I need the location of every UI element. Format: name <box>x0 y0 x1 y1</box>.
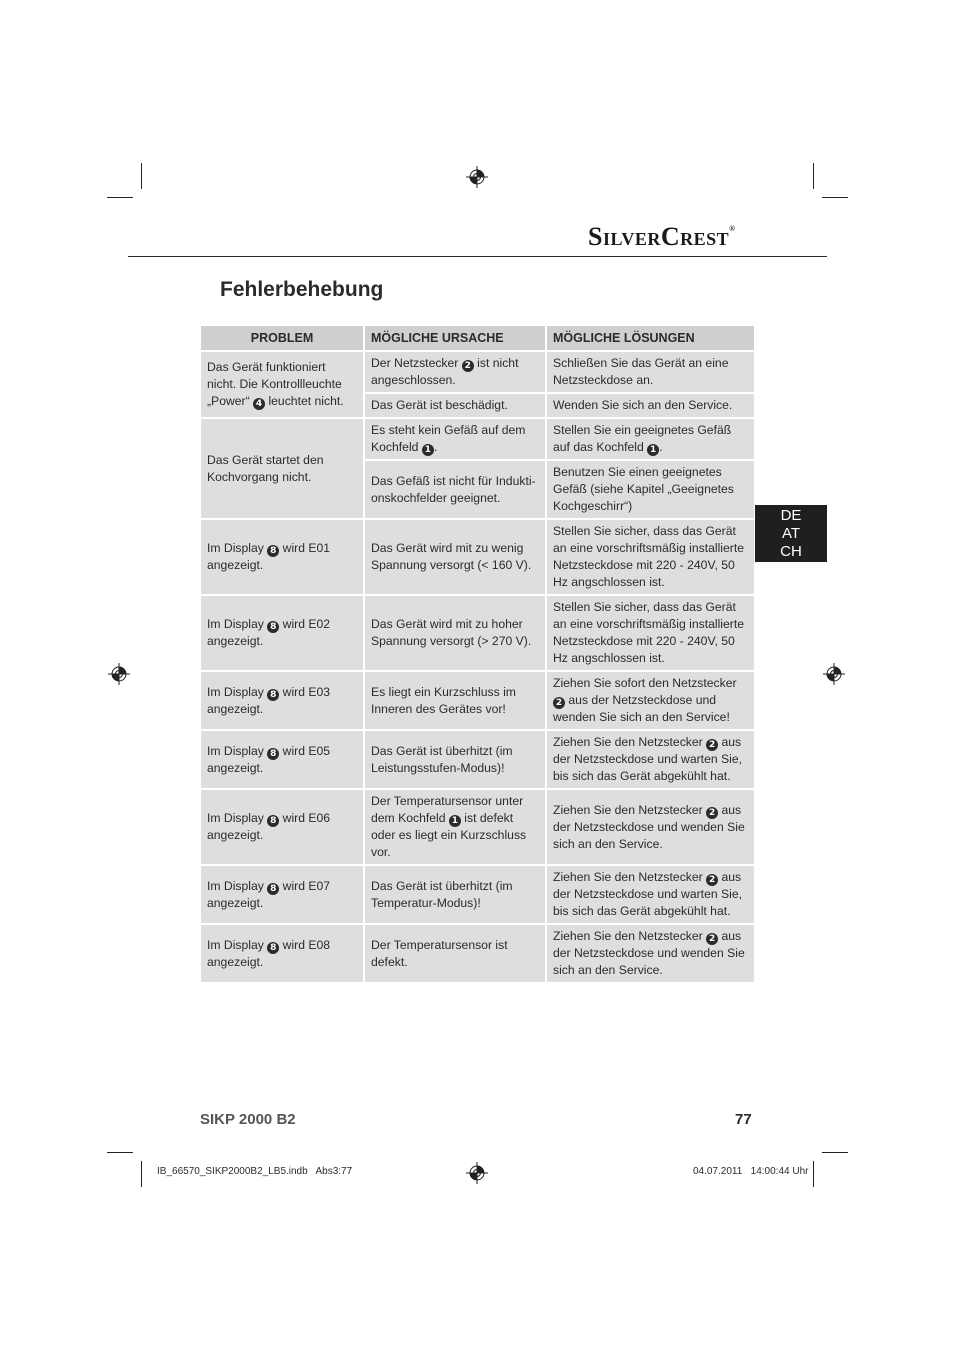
numbered-badge-icon: 4 <box>253 398 265 410</box>
cell-text: Wenden Sie sich an den Service. <box>553 398 733 412</box>
cell-text: . <box>433 440 438 454</box>
numbered-badge-icon: 2 <box>706 807 718 819</box>
cause-cell <box>364 460 546 519</box>
table-row <box>200 865 755 924</box>
cell-text: wird E03 angezeigt. <box>207 684 331 716</box>
cause-cell <box>364 789 546 865</box>
cell-text: Das Gefäß ist nicht für Indukti-onskochfelder geeignet. <box>371 473 536 505</box>
numbered-badge-icon: 1 <box>449 815 461 827</box>
cell-text: wird E06 angezeigt. <box>207 811 331 842</box>
cell-text: wird E01 angezeigt. <box>207 541 331 572</box>
table-row <box>200 789 755 865</box>
solution-cell <box>546 671 755 730</box>
numbered-badge-icon: 8 <box>267 815 279 827</box>
numbered-badge-icon: 2 <box>553 697 565 709</box>
cell-text: ist nicht angeschlossen. <box>371 356 519 387</box>
crop-mark-icon <box>141 163 142 189</box>
brand-logo-part2: Crest <box>660 222 730 251</box>
table-row <box>200 519 755 595</box>
problem-cell <box>200 519 364 595</box>
cell-text: Im Display <box>207 743 268 758</box>
column-header-problem: PROBLEM <box>200 325 364 351</box>
cell-text: Das Gerät ist beschädigt. <box>371 398 508 412</box>
table-row <box>200 924 755 983</box>
cell-text: Das Gerät funktioniert nicht. Die Kontrollleuchte „Power“ <box>207 360 342 408</box>
problem-cell <box>200 924 364 983</box>
cell-text: leuchtet nicht. <box>265 394 344 408</box>
cell-text: Ziehen Sie den Netzstecker <box>553 870 707 884</box>
table-header-row <box>200 325 755 351</box>
registered-mark: ® <box>729 224 736 233</box>
solution-cell <box>546 460 755 519</box>
cause-cell <box>364 730 546 789</box>
numbered-badge-icon: 8 <box>267 621 279 633</box>
print-slug-left: IB_66570_SIKP2000B2_LB5.indb Abs3:77 <box>157 1166 353 1177</box>
cause-cell <box>364 671 546 730</box>
problem-cell <box>200 595 364 671</box>
solution-cell <box>546 789 755 865</box>
cell-text: wird E07 angezeigt. <box>207 878 331 910</box>
cell-text: . <box>659 440 663 454</box>
cause-cell <box>364 865 546 924</box>
table-row <box>200 671 755 730</box>
cell-text: wird E08 angezeigt. <box>207 937 331 969</box>
column-header-cause: MÖGLICHE URSACHE <box>364 325 546 351</box>
registration-mark-icon <box>108 663 130 685</box>
solution-cell <box>546 393 755 418</box>
numbered-badge-icon: 2 <box>706 874 718 886</box>
cell-text: Stellen Sie ein geeignetes Gefäß auf das Kochfeld <box>553 423 732 454</box>
cell-text: Der Netzstecker <box>371 356 462 370</box>
solution-cell <box>546 418 755 460</box>
crop-mark-icon <box>107 197 133 198</box>
problem-cell <box>200 730 364 789</box>
language-code: AT <box>781 525 801 542</box>
cell-text: aus der Netzsteckdose und wenden Sie sich an den Service. <box>553 929 745 977</box>
registration-mark-icon <box>466 1162 488 1184</box>
problem-cell <box>200 789 364 865</box>
cell-text: aus der Netzsteckdose und wenden Sie sich an den Service. <box>553 802 745 851</box>
cell-text: Ziehen Sie sofort den Netzstecker <box>553 676 737 690</box>
crop-mark-icon <box>822 1152 848 1153</box>
language-code: DE <box>780 507 802 524</box>
problem-cell <box>200 865 364 924</box>
problem-cell <box>200 671 364 730</box>
cell-text: ist defekt oder es liegt ein Kurzschluss vor. <box>371 811 527 859</box>
cell-text: Das Gerät wird mit zu wenig Spannung versorgt (< 160 V). <box>371 541 532 572</box>
crop-mark-icon <box>822 197 848 198</box>
cell-text: Der Temperatursensor ist defekt. <box>371 937 508 969</box>
language-code: CH <box>780 543 802 560</box>
header-rule <box>128 256 827 257</box>
cell-text: Im Display <box>207 541 268 555</box>
page-number: 77 <box>735 1111 752 1128</box>
numbered-badge-icon: 1 <box>647 444 659 456</box>
cell-text: Es steht kein Gefäß auf dem Kochfeld <box>371 423 526 454</box>
registration-mark-icon <box>466 166 488 188</box>
brand-logo-part1: Silver <box>588 222 661 251</box>
cause-cell <box>364 351 546 393</box>
table-row <box>200 730 755 789</box>
numbered-badge-icon: 2 <box>706 739 718 751</box>
cell-text: wird E02 angezeigt. <box>207 617 331 648</box>
cell-text: Im Display <box>207 684 268 699</box>
solution-cell <box>546 730 755 789</box>
page-title: Fehlerbehebung <box>220 278 384 301</box>
table-row <box>200 595 755 671</box>
cell-text: aus der Netzsteckdose und warten Sie, bis sich das Gerät abgekühlt hat. <box>553 735 743 783</box>
table-row <box>200 418 755 460</box>
column-header-solution: MÖGLICHE LÖSUNGEN <box>546 325 755 351</box>
cause-cell <box>364 418 546 460</box>
cause-cell <box>364 595 546 671</box>
cell-text: Im Display <box>207 878 268 893</box>
cause-cell <box>364 924 546 983</box>
numbered-badge-icon: 8 <box>267 748 279 760</box>
language-tab <box>755 505 827 562</box>
table-row <box>200 351 755 393</box>
solution-cell <box>546 519 755 595</box>
problem-cell <box>200 351 364 418</box>
cell-text: Benutzen Sie einen geeignetes Gefäß (siehe Kapitel „Geeignetes Kochgeschirr“) <box>553 465 734 513</box>
cell-text: Ziehen Sie den Netzstecker <box>553 735 707 749</box>
cell-text: aus der Netzsteckdose und warten Sie, bis sich das Gerät abgekühlt hat. <box>553 870 743 918</box>
solution-cell <box>546 595 755 671</box>
cell-text: Ziehen Sie den Netzstecker <box>553 802 707 817</box>
brand-logo <box>588 222 828 250</box>
cell-text: Stellen Sie sicher, dass das Gerät an eine vorschriftsmäßig installierte Netzsteckdose mit 220 - 240V, 50 Hz angschlossen ist. <box>553 600 745 665</box>
print-slug-right: 04.07.2011 14:00:44 Uhr <box>693 1166 809 1177</box>
cause-cell <box>364 393 546 418</box>
cell-text: Stellen Sie sicher, dass das Gerät an eine vorschriftsmäßig installierte Netzsteckdose mit 220 - 240V, 50 Hz angschlossen ist. <box>553 524 745 589</box>
troubleshooting-table <box>199 324 756 984</box>
cell-text: Ziehen Sie den Netzstecker <box>553 929 707 943</box>
numbered-badge-icon: 2 <box>462 360 474 372</box>
crop-mark-icon <box>813 163 814 189</box>
cell-text: Im Display <box>207 811 268 825</box>
solution-cell <box>546 865 755 924</box>
numbered-badge-icon: 8 <box>267 545 279 557</box>
cell-text: wird E05 angezeigt. <box>207 743 331 775</box>
cell-text: aus der Netzsteckdose und wenden Sie sich an den Service! <box>553 693 730 724</box>
cell-text: Schließen Sie das Gerät an eine Netzsteckdose an. <box>553 356 729 387</box>
problem-cell <box>200 418 364 519</box>
numbered-badge-icon: 8 <box>267 942 279 954</box>
cell-text: Der Temperatursensor unter dem Kochfeld <box>371 794 524 825</box>
solution-cell <box>546 924 755 983</box>
model-number: SIKP 2000 B2 <box>200 1111 296 1128</box>
cell-text: Es liegt ein Kurzschluss im Inneren des Gerätes vor! <box>371 684 516 716</box>
numbered-badge-icon: 1 <box>422 444 434 456</box>
cell-text: Im Display <box>207 617 268 631</box>
cell-text: Das Gerät ist überhitzt (im Leistungsstufen-Modus)! <box>371 743 513 775</box>
solution-cell <box>546 351 755 393</box>
crop-mark-icon <box>813 1161 814 1187</box>
numbered-badge-icon: 8 <box>267 883 279 895</box>
cell-text: Das Gerät ist überhitzt (im Temperatur-Modus)! <box>371 878 513 910</box>
cell-text: Im Display <box>207 937 268 952</box>
crop-mark-icon <box>107 1152 133 1153</box>
crop-mark-icon <box>141 1161 142 1187</box>
cell-text: Das Gerät wird mit zu hoher Spannung versorgt (> 270 V). <box>371 617 532 648</box>
registration-mark-icon <box>823 663 845 685</box>
numbered-badge-icon: 8 <box>267 689 279 701</box>
cell-text: Das Gerät startet den Kochvorgang nicht. <box>207 452 324 484</box>
numbered-badge-icon: 2 <box>706 933 718 945</box>
cause-cell <box>364 519 546 595</box>
